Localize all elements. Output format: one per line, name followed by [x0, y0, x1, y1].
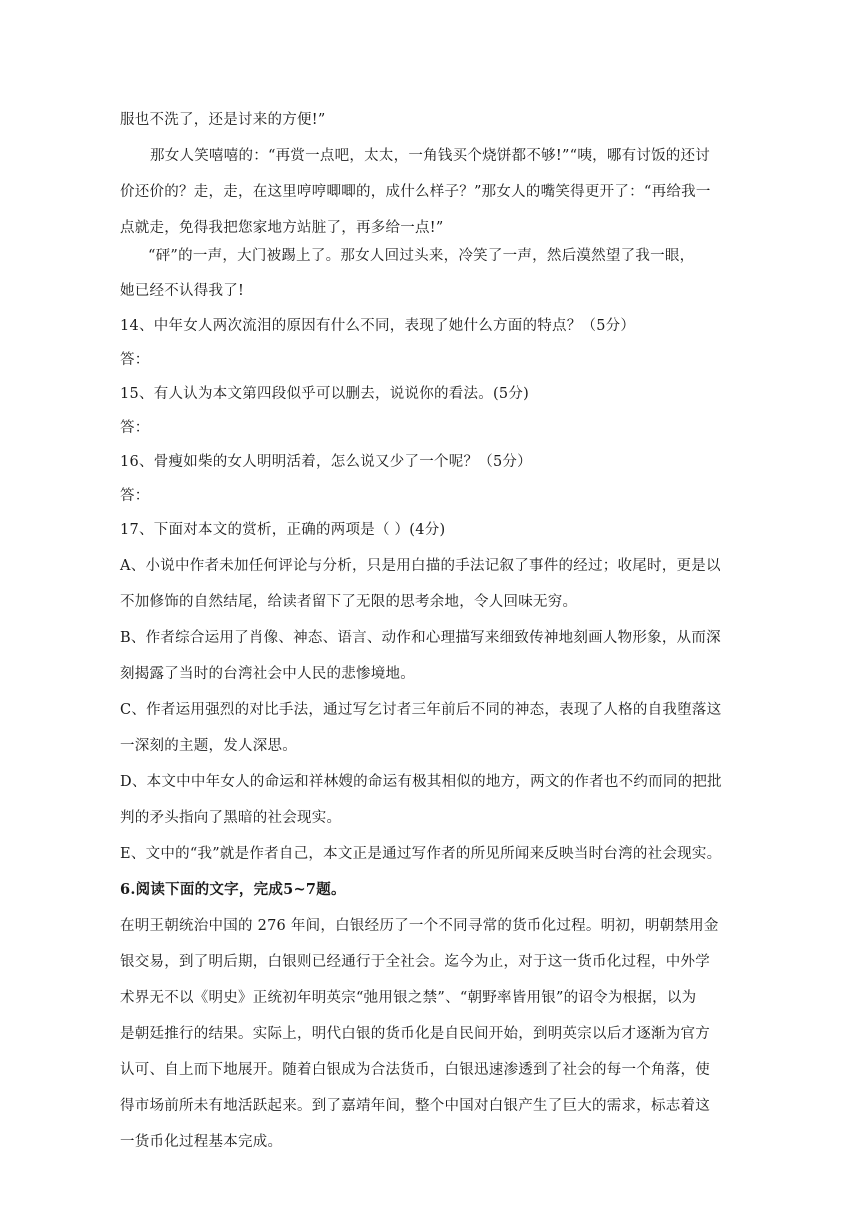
- question-17: 17、下面对本文的赏析，正确的两项是（ ）(4分): [120, 522, 446, 538]
- text-line: 一货币化过程基本完成。: [120, 1134, 283, 1150]
- option-d-cont: 判的矛头指向了黑暗的社会现实。: [120, 810, 342, 826]
- question-16: 16、骨瘦如柴的女人明明活着，怎么说又少了一个呢？（5分）: [120, 454, 532, 470]
- text-line: 点就走，免得我把您家地方站脏了，再多给一点!”: [120, 220, 444, 236]
- text-line: 那女人笑嘻嘻的：“再赏一点吧，太太，一角钱买个烧饼都不够!”“咦，哪有讨饭的还讨: [150, 148, 711, 164]
- text-line: 认可、自上而下地展开。随着白银成为合法货币，白银迅速渗透到了社会的每一个角落，使: [120, 1062, 710, 1078]
- option-a-cont: 不加修饰的自然结尾，给读者留下了无限的思考余地，令人回味无穷。: [120, 594, 578, 610]
- option-b: B、作者综合运用了肖像、神态、语言、动作和心理描写来细致传神地刻画人物形象，从而深: [120, 630, 721, 646]
- option-d: D、本文中中年女人的命运和祥林嫂的命运有极其相似的地方，两文的作者也不约而同的把批: [120, 774, 722, 790]
- option-c-cont: 一深刻的主题，发人深思。: [120, 738, 297, 754]
- question-15: 15、有人认为本文第四段似乎可以删去，说说你的看法。(5分): [120, 386, 529, 402]
- text-line: 价还价的？走，走，在这里哼哼唧唧的，成什么样子？”那女人的嘴笑得更开了：“再给我一: [120, 184, 711, 200]
- option-c: C、作者运用强烈的对比手法，通过写乞讨者三年前后不同的神态，表现了人格的自我堕落这: [120, 702, 722, 718]
- text-line: 在明王朝统治中国的 276 年间，白银经历了一个不同寻常的货币化过程。明初，明朝禁用金: [120, 918, 719, 934]
- text-line: 服也不洗了，还是讨来的方便!”: [120, 112, 326, 128]
- text-line: 术界无不以《明史》正统初年明英宗“弛用银之禁”、“朝野率皆用银”的诏令为根据，以为: [120, 990, 697, 1006]
- section-heading: 6.阅读下面的文字，完成5~7题。: [120, 881, 346, 898]
- option-b-cont: 刻揭露了当时的台湾社会中人民的悲惨境地。: [120, 666, 415, 682]
- question-14: 14、中年女人两次流泪的原因有什么不同，表现了她什么方面的特点？（5分）: [120, 318, 636, 334]
- text-line: 她已经不认得我了!: [120, 283, 245, 299]
- answer-label: 答：: [120, 420, 150, 436]
- answer-label: 答：: [120, 352, 150, 368]
- option-e: E、文中的“我”就是作者自己，本文正是通过写作者的所见所闻来反映当时台湾的社会现实。: [120, 846, 722, 862]
- text-line: “砰”的一声，大门被踢上了。那女人回过头来，冷笑了一声，然后漠然望了我一眼，: [148, 248, 695, 264]
- text-line: 是朝廷推行的结果。实际上，明代白银的货币化是自民间开始，到明英宗以后才逐渐为官方: [120, 1026, 710, 1042]
- option-a: A、小说中作者未加任何评论与分析，只是用白描的手法记叙了事件的经过；收尾时，更是以: [120, 558, 721, 574]
- answer-label: 答：: [120, 488, 150, 504]
- text-line: 银交易，到了明后期，白银则已经通行于全社会。迄今为止，对于这一货币化过程，中外学: [120, 954, 710, 970]
- text-line: 得市场前所未有地活跃起来。到了嘉靖年间，整个中国对白银产生了巨大的需求，标志着这: [120, 1098, 710, 1114]
